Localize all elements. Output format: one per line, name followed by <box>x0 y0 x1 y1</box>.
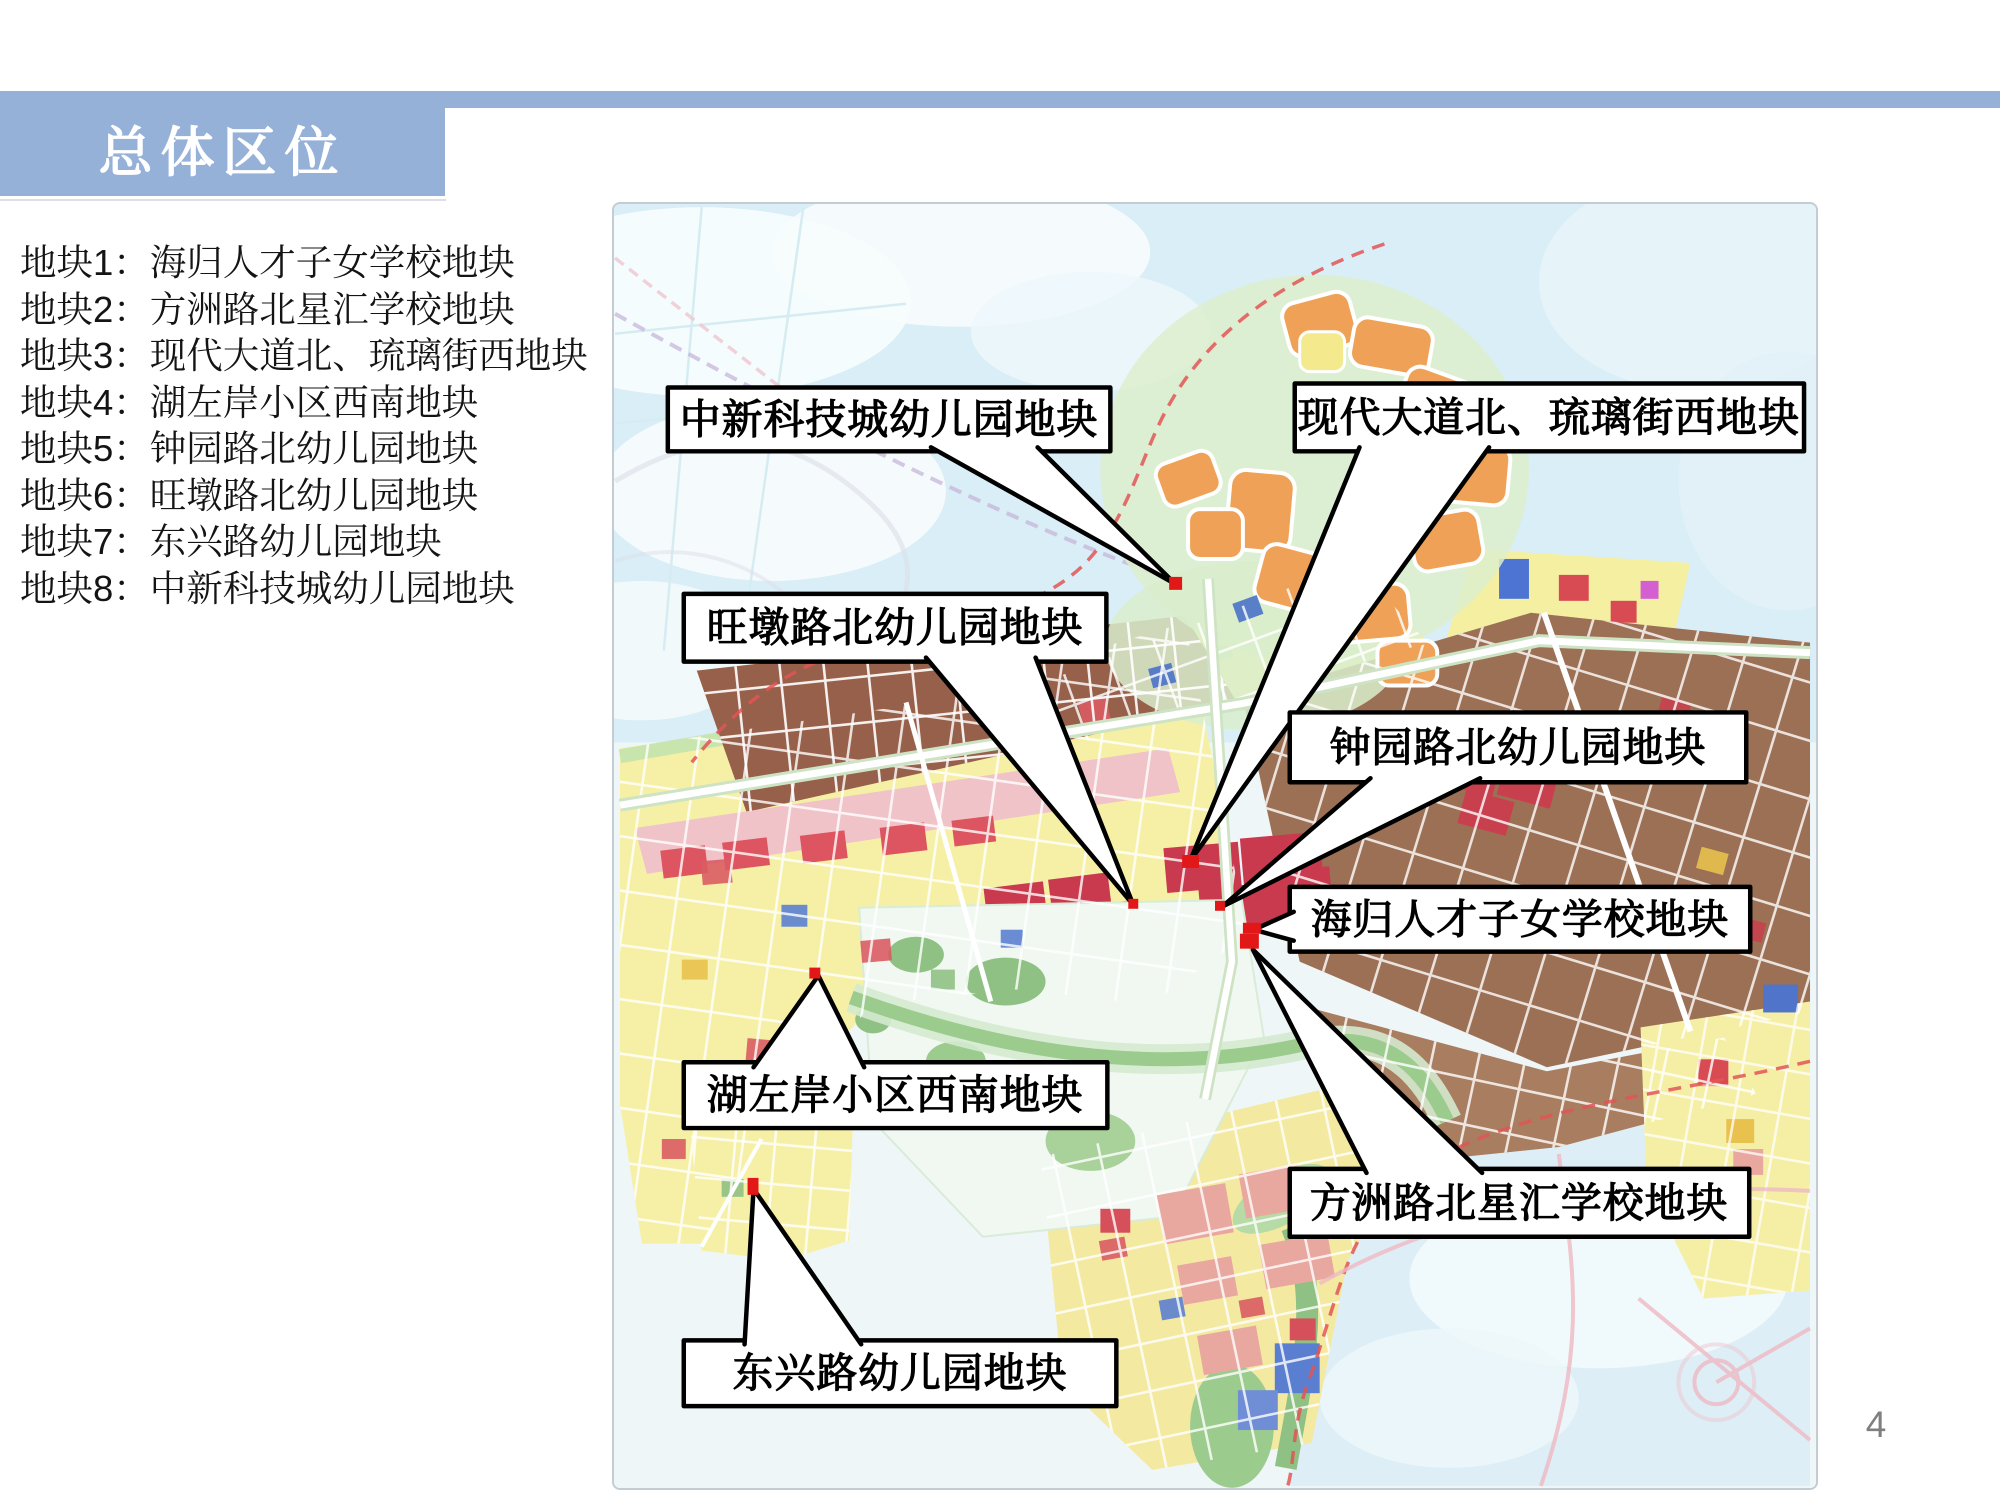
callout-label: 湖左岸小区西南地块 <box>706 1072 1084 1119</box>
plot-marker-xiandai <box>1182 855 1199 868</box>
plot-list-item: 地块3：现代大道北、琉璃街西地块 <box>20 335 588 376</box>
plot-list-item: 地块4：湖左岸小区西南地块 <box>20 381 479 423</box>
page-title: 总体区位 <box>98 123 347 183</box>
plot-list-item: 地块5：钟园路北幼儿园地块 <box>20 428 479 469</box>
plot-marker-fangzhou <box>1240 934 1259 949</box>
page-title-box <box>0 91 445 196</box>
plot-list <box>20 240 680 612</box>
plot-list-item: 地块1：海归人才子女学校地块 <box>20 242 515 283</box>
callout-haigui-rencai <box>1254 887 1750 952</box>
callout-label: 现代大道北、琉璃街西地块 <box>1297 394 1801 441</box>
plot-marker-zhongyuan <box>1215 901 1225 911</box>
plot-marker-dongxing <box>748 1178 759 1195</box>
callout-label: 中新科技城幼儿园地块 <box>679 396 1099 443</box>
plot-list-item: 地块7：东兴路幼儿园地块 <box>20 521 442 562</box>
plot-marker-wangdun <box>1128 899 1138 909</box>
plot-list-item: 地块2：方洲路北星汇学校地块 <box>20 288 515 330</box>
planning-map <box>612 202 1818 1490</box>
page-number: 4 <box>1865 1404 1887 1445</box>
planning-map-svg <box>614 204 1816 1488</box>
callout-label: 旺墩路北幼儿园地块 <box>706 604 1084 651</box>
plot-list-item: 地块8：中新科技城幼儿园地块 <box>20 567 515 609</box>
callout-label: 钟园路北幼儿园地块 <box>1329 724 1707 771</box>
callout-label: 东兴路幼儿园地块 <box>732 1350 1068 1397</box>
plot-marker-haigui <box>1243 923 1261 934</box>
callout-label: 海归人才子女学校地块 <box>1310 896 1730 943</box>
title-underline <box>0 199 446 201</box>
plot-marker-zhongxin <box>1169 577 1182 590</box>
plot-marker-huzuoan <box>809 968 820 979</box>
callout-label: 方洲路北星汇学校地块 <box>1309 1179 1729 1226</box>
plot-list-item: 地块6：旺墩路北幼儿园地块 <box>20 474 479 516</box>
